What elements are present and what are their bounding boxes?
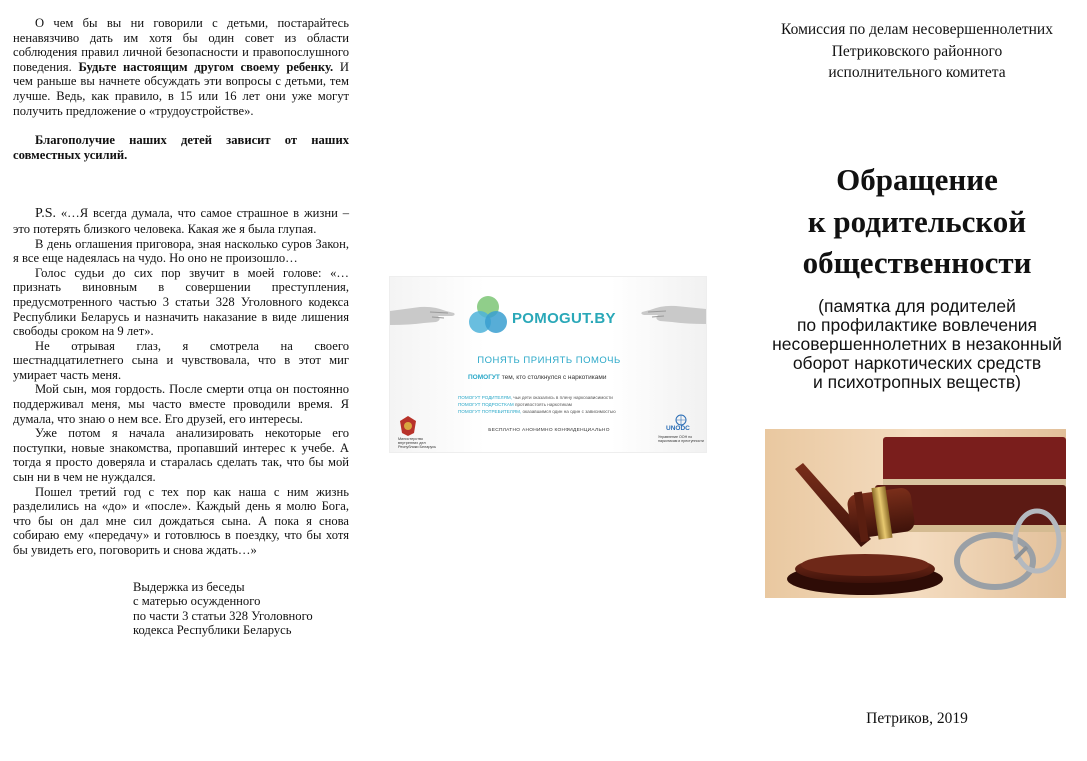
subtitle-line: и психотропных веществ)	[812, 372, 1021, 392]
intro-paragraph	[13, 16, 349, 118]
signature-line: кодекса Республики Беларусь	[133, 623, 292, 638]
gavel-photo	[765, 429, 1066, 598]
help-line	[458, 409, 616, 414]
pomogut-banner	[389, 276, 707, 453]
story-paragraph: Не отрывая глаз, я смотрела на своего шестнадцатилетнего сына и чувствовала, что в этот миг умирает часть меня.	[13, 338, 349, 382]
unodc-label: Управление ООН по наркотикам и преступности	[658, 435, 704, 443]
story-paragraph: Мой сын, моя гордость. После смерти отца он постоянно поддерживал меня, мы часто вместе проводили время. Я думала, что знаю о нем все. Его друзей, его интересы.	[13, 382, 349, 426]
signature-line: с матерью осужденного	[133, 594, 261, 609]
intro-tail-text: И чем раньше вы начнете обсуждать эти вопросы с детьми, тем лучше. Ведь, как правило, в 15 или 16 лет они уже могут получить предложение о «трудоустройстве».	[13, 59, 349, 118]
intro-text: О чем бы вы ни говорили с детьми, постарайтесь ненавязчиво дать им хотя бы один совет из области соблюдения правил личной безопасности и правопослушного поведения.	[13, 16, 349, 74]
ps-text: «…Я всегда думала, что самое страшное в жизни – это потерять близкого человека. Какая же я была глупая.	[13, 206, 349, 236]
help-line-strong: ПОМОГУТ ПОДРОСТКАМ	[458, 402, 514, 407]
page-title	[748, 159, 1086, 284]
help-line-text: чьи дети оказались в плену наркозависимости	[511, 395, 613, 400]
place-year: Петриков, 2019	[866, 710, 968, 727]
brand-name: POMOGUT.BY	[512, 310, 616, 327]
signature-line: Выдержка из беседы	[133, 579, 245, 594]
mvd-emblem-icon	[398, 415, 418, 437]
ps-paragraph	[13, 206, 349, 236]
subtitle-line: по профилактике вовлечения	[796, 315, 1038, 335]
free-anonymous-line: БЕСПЛАТНО АНОНИМНО КОНФИДЕНЦИАЛЬНО	[488, 428, 610, 433]
subtitle-line: несовершеннолетних в незаконный	[772, 334, 1062, 354]
sub-text: тем, кто столкнулся с наркотиками	[499, 374, 607, 381]
intro-bold-text: Будьте настоящим другом своему ребенку.	[78, 59, 334, 74]
committee-line: Петриковского районного	[831, 42, 1003, 60]
help-line-strong: ПОМОГУТ РОДИТЕЛЯМ,	[458, 395, 512, 400]
tagline: ПОНЯТЬ ПРИНЯТЬ ПОМОЧЬ	[477, 355, 621, 366]
title-line: Обращение	[836, 162, 998, 197]
subtitle-line: оборот наркотических средств	[792, 353, 1042, 373]
mvd-label: Министерство внутренних дел Республики Беларусь	[398, 437, 437, 450]
signature-line: по части 3 статьи 328 Уголовного	[133, 608, 313, 623]
hand-right-icon	[640, 295, 706, 335]
help-line	[458, 402, 572, 407]
wellbeing-statement: Благополучие наших детей зависит от наших совместных усилий.	[13, 133, 349, 162]
help-line-strong: ПОМОГУТ ПОТРЕБИТЕЛЯМ,	[458, 409, 522, 414]
story-paragraph: Голос судьи до сих пор звучит в моей голове: «… признать виновным в совершении преступления, предусмотренного частью 3 статьи 328 Уголовного кодекса Республики Беларусь и назначить наказание в виде лишения свободы сроком на 9 лет».	[13, 265, 349, 339]
story-paragraph: В день оглашения приговора, зная насколько суров Закон, я все еще надеялась на чудо. Но оно не произошло…	[13, 236, 349, 266]
committee-heading	[748, 19, 1086, 84]
help-line	[458, 395, 613, 400]
story-paragraph: Уже потом я начала анализировать некоторые его поступки, новые знакомства, пропавший интерес к учебе. А тогда я просто доверяла и старалась сделать так, что бы мой сын ни в чем не нуждался.	[13, 426, 349, 485]
story-paragraph: Пошел третий год с тех пор как наша с ним жизнь разделились на «до» и «после». Каждый день я молю Бога, что бы он дал мне сил дождаться сына. А пока я снова собираю ему «передачу» и готовлюсь в поездку, что бы хотя бы увидеть его, поговорить и снова ждать…»	[13, 484, 349, 557]
help-line-text: оказавшимся один на один с зависимостью	[521, 409, 616, 414]
ps-mark: P.S.	[35, 206, 57, 222]
banner-subheading	[468, 374, 606, 381]
subtitle	[748, 297, 1086, 392]
signature-block	[133, 580, 349, 638]
committee-line: Комиссия по делам несовершеннолетних	[781, 21, 1053, 38]
sub-strong: ПОМОГУТ	[468, 374, 500, 381]
unodc-logo: UNODC	[666, 425, 690, 432]
left-column	[13, 16, 349, 638]
pomogut-logo-icon	[468, 295, 508, 337]
subtitle-line: (памятка для родителей	[818, 296, 1016, 316]
help-line-text: противостоять наркотикам	[513, 402, 572, 407]
hand-left-icon	[390, 295, 456, 335]
committee-line: исполнительного комитета	[828, 64, 1006, 81]
title-line: общественности	[802, 245, 1032, 280]
title-line: к родительской	[807, 203, 1027, 239]
